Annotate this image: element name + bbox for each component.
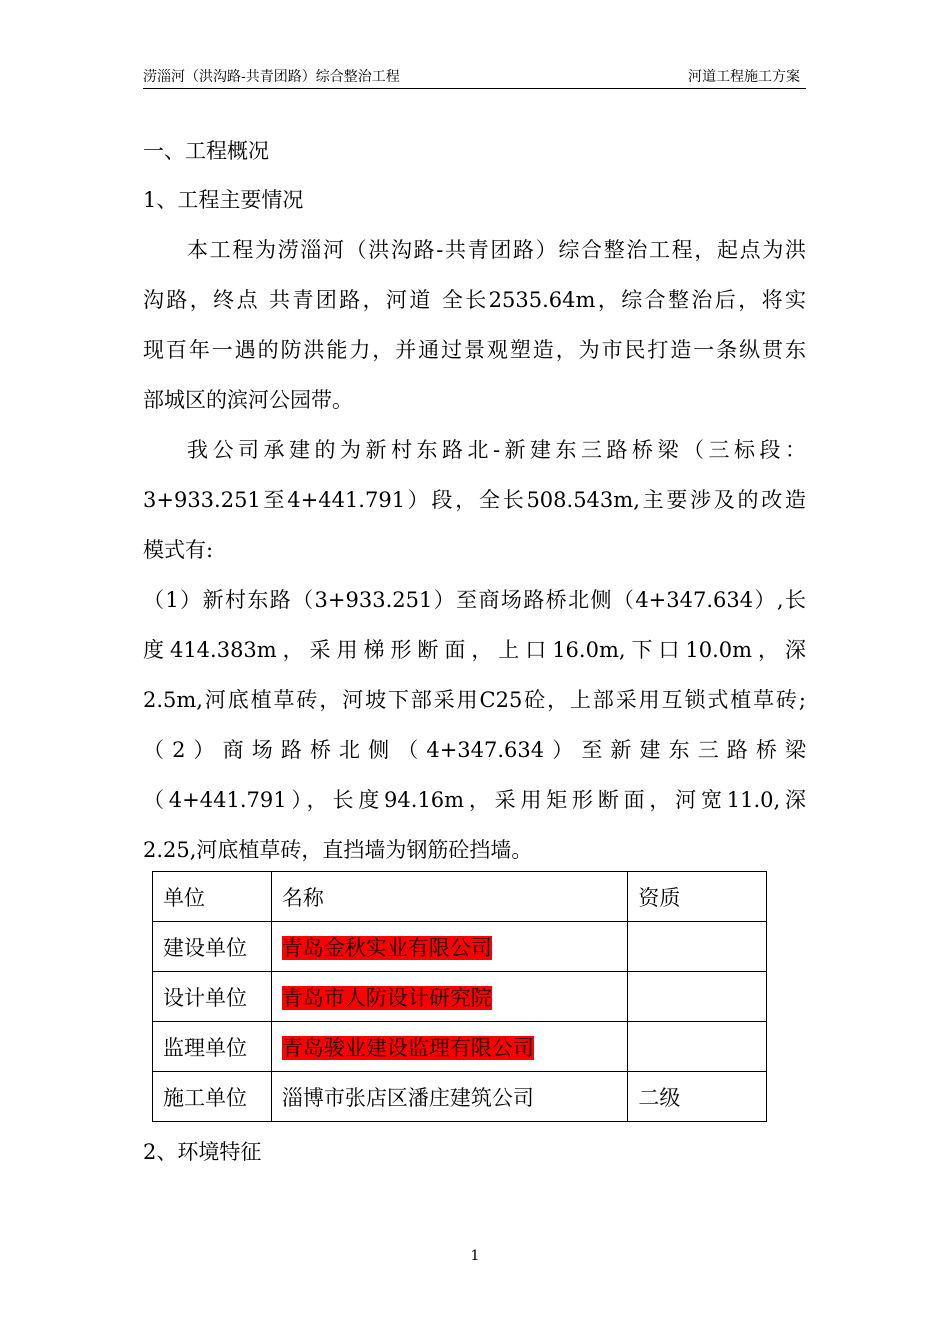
paragraph-line: 度414.383m，采用梯形断面，上口16.0m,下口10.0m，深	[143, 638, 806, 662]
highlighted-name: 青岛市人防设计研究院	[281, 985, 492, 1010]
qualification-cell: 二级	[628, 1072, 767, 1122]
paragraph-line: （4+441.791），长度94.16m，采用矩形断面，河宽11.0,深	[143, 788, 806, 812]
table-header-cell: 资质	[628, 872, 767, 922]
table-header-row	[153, 872, 767, 922]
qualification-cell	[628, 1022, 767, 1072]
project-units-table	[152, 871, 767, 1122]
header-divider	[143, 88, 806, 89]
unit-cell: 施工单位	[153, 1072, 272, 1122]
table-row	[153, 1022, 767, 1072]
paragraph-line: 3+933.251至4+441.791）段，全长508.543m,主要涉及的改造	[143, 488, 806, 512]
unit-cell: 监理单位	[153, 1022, 272, 1072]
name-cell	[271, 972, 628, 1022]
paragraph-line: 2.5m,河底植草砖，河坡下部采用C25砼，上部采用互锁式植草砖;	[143, 688, 806, 712]
paragraph-line: 我公司承建的为新村东路北-新建东三路桥梁（三标段：	[187, 438, 806, 462]
table-row	[153, 922, 767, 972]
header-document-title: 河道工程施工方案	[688, 69, 800, 85]
header-project-title: 涝淄河（洪沟路-共青团路）综合整治工程	[143, 69, 400, 85]
qualification-cell	[628, 922, 767, 972]
paragraph-line: 沟路，终点 共青团路，河道 全长2535.64m，综合整治后，将实	[143, 288, 806, 312]
unit-cell: 建设单位	[153, 922, 272, 972]
name-cell	[271, 1022, 628, 1072]
table-row	[153, 972, 767, 1022]
table-header-cell: 名称	[271, 872, 628, 922]
highlighted-name: 青岛骏业建设监理有限公司	[281, 1035, 534, 1060]
unit-cell: 设计单位	[153, 972, 272, 1022]
paragraph-line: 2.25,河底植草砖，直挡墙为钢筋砼挡墙。	[143, 838, 533, 862]
name-cell	[271, 922, 628, 972]
paragraph-line: 模式有:	[143, 538, 214, 562]
qualification-cell	[628, 972, 767, 1022]
name-cell: 淄博市张店区潘庄建筑公司	[271, 1072, 628, 1122]
paragraph-line: 部城区的滨河公园带。	[143, 388, 353, 412]
section-title: 一、工程概况	[143, 139, 269, 163]
subsection-title-1: 1、工程主要情况	[143, 188, 304, 212]
table-header-cell: 单位	[153, 872, 272, 922]
highlighted-name: 青岛金秋实业有限公司	[281, 935, 492, 960]
page-number: 1	[470, 1248, 480, 1264]
paragraph-line: （2）商场路桥北侧（4+347.634）至新建东三路桥梁	[143, 738, 806, 762]
subsection-title-2: 2、环境特征	[143, 1140, 262, 1164]
paragraph-line: （1）新村东路（3+933.251）至商场路桥北侧（4+347.634）,长	[143, 588, 806, 612]
paragraph-line: 现百年一遇的防洪能力，并通过景观塑造，为市民打造一条纵贯东	[143, 338, 806, 362]
table-row	[153, 1072, 767, 1122]
paragraph-line: 本工程为涝淄河（洪沟路-共青团路）综合整治工程，起点为洪	[187, 238, 806, 262]
